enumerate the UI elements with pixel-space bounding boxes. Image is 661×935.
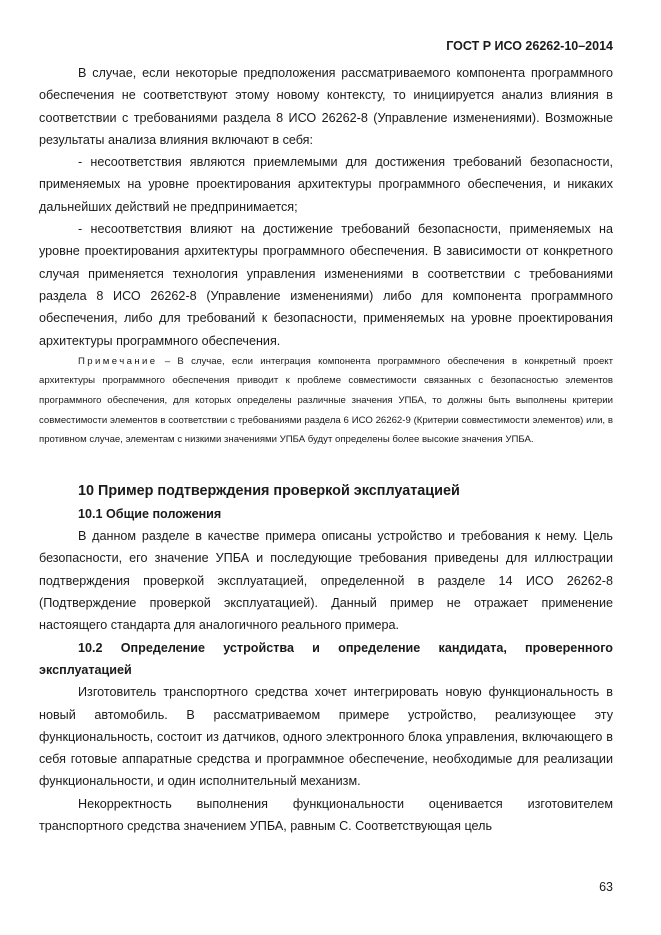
standard-header: ГОСТ Р ИСО 26262-10–2014 (446, 39, 613, 53)
section-10-2-text-1: Изготовитель транспортного средства хочет интегрировать новую функциональность в новый автомобиль. В рассматриваемом примере устройство, реализующее эту функциональность, состоит из датчиков, одного электронного блока управления, включающего в себя готовые аппаратные средства и программное обеспечение, необходимые для реализации функциональности, и один исполнительный механизм. (39, 685, 613, 789)
page-number: 63 (599, 880, 613, 894)
section-10-1-heading: 10.1 Общие положения (78, 506, 222, 521)
list-item-acceptable: - несоответствия являются приемлемыми для достижения требований безопасности, применяемых на уровне проектирования архитектуры программного обеспечения, и никаких дальнейших действий не предпринимается; (39, 155, 613, 214)
note-lead: Примечание (78, 355, 158, 367)
section-10-1-text: В данном разделе в качестве примера описаны устройство и требования к нему. Цель безопасности, его значение УПБА и последующие требования приведены для иллюстрации подтверждения проверкой эксплуатацией, определенной в разделе 14 ИСО 26262-8 (Подтверждение проверкой эксплуатацией). Данный пример не отражает применение настоящего стандарта для аналогичного реального примера. (39, 529, 613, 633)
list-item-affecting: - несоответствия влияют на достижение требований безопасности, применяемых на уровне проектирования архитектуры программного обеспечения. В зависимости от конкретного случая применяется технология управления изменениями в соответствии с требованиями раздела 8 ИСО 26262-8 (Управление изменениями) либо для компонента программного обеспечения, либо для требований к безопасности, применяемых на уровне проектирования архитектуры программного обеспечения. (39, 222, 613, 348)
note-paragraph (39, 352, 613, 450)
section-10-2-heading: 10.2 Определение устройства и определение кандидата, проверенного эксплуатацией (39, 640, 613, 677)
paragraph-impact-analysis: В случае, если некоторые предположения рассматриваемого компонента программного обеспечения не соответствуют этому новому контексту, то инициируется анализ влияния в соответствии с требованиями раздела 8 ИСО 26262-8 (Управление изменениями). Возможные результаты анализа влияния включают в себя: (39, 66, 613, 147)
section-10-heading: 10 Пример подтверждения проверкой эксплуатацией (78, 482, 460, 499)
note-text: – В случае, если интеграция компонента программного обеспечения в конкретный проект архитектуры программного обеспечения приводит к проблеме совместимости связанных с безопасностью элементов программного обеспечения, для которых определены различные значения УПБА, то должны быть выполнены критерии совместимости элементов в соответствии с требованиями раздела 6 ИСО 26262-9 (Критерии совместимости элементов) или, в противном случае, элементам с низкими значениями УПБА будут определены более высокие значения УПБА. (39, 355, 613, 446)
section-10-2-text-2: Некорректность выполнения функциональности оценивается изготовителем транспортного средства значением УПБА, равным С. Соответствующая цель (39, 796, 613, 833)
note-block (39, 352, 613, 450)
